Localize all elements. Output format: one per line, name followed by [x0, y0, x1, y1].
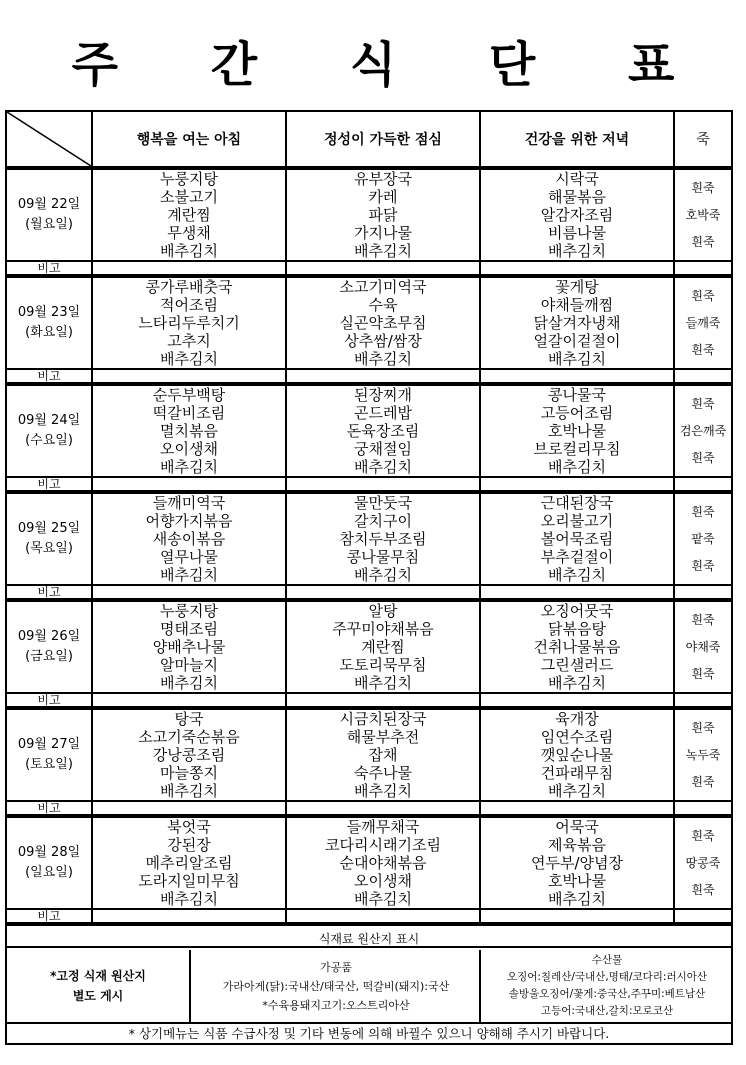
- date-label: 09월 23일: [17, 305, 81, 320]
- menu-item: 연두부/양념장: [531, 854, 623, 872]
- page-title: 주 간 식 단 표: [71, 37, 713, 93]
- juk-item: 흰죽: [691, 828, 715, 843]
- day-row: [7, 710, 731, 802]
- weekday-label: (일요일): [25, 865, 73, 880]
- menu-item: 배추김치: [160, 674, 218, 692]
- menu-item: 배추김치: [354, 782, 412, 800]
- menu-item: 메추리알조림: [145, 854, 233, 872]
- origin-seafood-line: 수산물: [591, 954, 623, 966]
- breakfast-cell: [93, 710, 287, 802]
- menu-item: 배추김치: [548, 890, 606, 908]
- menu-item: 순두부백탕: [152, 386, 226, 404]
- weekday-label: (화요일): [25, 325, 73, 340]
- note-cell: [675, 370, 731, 386]
- note-cell: [287, 802, 481, 818]
- menu-item: 적어조림: [160, 296, 218, 314]
- menu-item: 오징어뭇국: [540, 602, 614, 620]
- juk-item: 흰죽: [691, 666, 715, 681]
- note-cell: [287, 370, 481, 386]
- menu-item: 배추김치: [548, 782, 606, 800]
- menu-item: 계란찜: [167, 206, 211, 224]
- juk-item: 흰죽: [691, 720, 715, 735]
- menu-item: 배추김치: [548, 458, 606, 476]
- menu-item: 돈육장조림: [346, 422, 420, 440]
- menu-item: 누룽지탕: [160, 170, 218, 188]
- juk-item: 흰죽: [691, 450, 715, 465]
- menu-item: 유부장국: [354, 170, 412, 188]
- corner-cell: [7, 112, 93, 170]
- dinner-cell: [481, 278, 675, 370]
- note-cell: [93, 262, 287, 278]
- menu-item: 배추김치: [160, 890, 218, 908]
- dinner-cell: [481, 386, 675, 478]
- menu-item: 카레: [368, 188, 398, 206]
- juk-item: 흰죽: [691, 396, 715, 411]
- juk-item: 흰죽: [691, 504, 715, 519]
- menu-item: 닭살겨자냉채: [533, 314, 621, 332]
- weekly-menu-table: [7, 112, 731, 926]
- origin-processed-line: 가공품: [320, 960, 352, 974]
- menu-item: 육개장: [555, 710, 599, 728]
- menu-item: 콩나물무침: [346, 548, 420, 566]
- day-row: [7, 278, 731, 370]
- day-row: [7, 494, 731, 586]
- lunch-cell: [287, 818, 481, 910]
- menu-item: 양배추나물: [152, 638, 226, 656]
- menu-item: 갈치구이: [354, 512, 412, 530]
- menu-item: 누룽지탕: [160, 602, 218, 620]
- origin-processed-line: *수육용돼지고기:오스트리아산: [262, 998, 410, 1012]
- menu-item: 근대된장국: [540, 494, 614, 512]
- menu-item: 호박나물: [548, 422, 606, 440]
- note-cell: [675, 586, 731, 602]
- menu-item: 얼갈이겉절이: [533, 332, 621, 350]
- menu-item: 가지나물: [354, 224, 412, 242]
- note-label: 비고: [7, 262, 93, 278]
- date-label: 09월 26일: [17, 629, 81, 644]
- juk-cell: [675, 494, 731, 586]
- note-row: [7, 802, 731, 818]
- menu-item: 순대야채볶음: [339, 854, 427, 872]
- menu-item: 꽃게탕: [555, 278, 599, 296]
- note-cell: [93, 478, 287, 494]
- menu-item: 된장찌개: [354, 386, 412, 404]
- date-label: 09월 28일: [17, 845, 81, 860]
- dinner-cell: [481, 818, 675, 910]
- note-cell: [287, 910, 481, 926]
- menu-item: 해물부추전: [346, 728, 420, 746]
- menu-item: 참치두부조림: [339, 530, 427, 548]
- dinner-cell: [481, 494, 675, 586]
- menu-item: 배추김치: [354, 242, 412, 260]
- juk-item: 흰죽: [691, 612, 715, 627]
- lunch-cell: [287, 602, 481, 694]
- menu-item: 브로컬리무침: [533, 440, 621, 458]
- breakfast-cell: [93, 602, 287, 694]
- menu-item: 강낭콩조림: [152, 746, 226, 764]
- note-cell: [481, 910, 675, 926]
- menu-item: 오이생채: [354, 872, 412, 890]
- day-row: [7, 386, 731, 478]
- juk-item: 검은깨죽: [679, 423, 727, 438]
- menu-item: 소고기죽순볶음: [138, 728, 240, 746]
- note-cell: [93, 694, 287, 710]
- menu-item: 고등어조림: [540, 404, 614, 422]
- menu-item: 명태조림: [160, 620, 218, 638]
- juk-cell: [675, 710, 731, 802]
- note-label: 비고: [7, 910, 93, 926]
- menu-item: 들깨무채국: [346, 818, 420, 836]
- date-cell: [7, 818, 93, 910]
- menu-item: 잡채: [368, 746, 398, 764]
- origin-fixed-line: 별도 게시: [72, 989, 124, 1003]
- breakfast-cell: [93, 278, 287, 370]
- menu-item: 배추김치: [548, 350, 606, 368]
- menu-item: 어향가지볶음: [145, 512, 233, 530]
- origin-seafood-line: 고등어:국내산,갈치:모로코산: [540, 1005, 674, 1017]
- menu-item: 부추겉절이: [540, 548, 614, 566]
- juk-item: 들깨죽: [685, 315, 721, 330]
- breakfast-cell: [93, 170, 287, 262]
- origin-processed-line: 가라아게(닭):국내산/태국산, 떡갈비(돼지):국산: [222, 979, 450, 993]
- note-cell: [481, 694, 675, 710]
- note-row: [7, 910, 731, 926]
- note-cell: [287, 694, 481, 710]
- menu-item: 파닭: [368, 206, 398, 224]
- lunch-cell: [287, 494, 481, 586]
- menu-item: 탕국: [174, 710, 204, 728]
- menu-item: 물만둣국: [354, 494, 412, 512]
- header-juk: 죽: [675, 112, 731, 170]
- breakfast-cell: [93, 494, 287, 586]
- menu-item: 수육: [368, 296, 398, 314]
- note-row: [7, 586, 731, 602]
- origin-seafood-line: 오징어:칠레산/국내산,명태/코다리:러시아산: [506, 971, 708, 983]
- menu-item: 새송이볶음: [152, 530, 226, 548]
- juk-item: 흰죽: [691, 342, 715, 357]
- origin-seafood: [483, 950, 731, 1022]
- menu-item: 북엇국: [167, 818, 211, 836]
- note-row: [7, 262, 731, 278]
- note-cell: [675, 802, 731, 818]
- date-label: 09월 25일: [17, 521, 81, 536]
- juk-cell: [675, 278, 731, 370]
- menu-item: 알마늘지: [160, 656, 218, 674]
- menu-item: 알탕: [368, 602, 398, 620]
- menu-item: 배추김치: [354, 458, 412, 476]
- note-cell: [481, 262, 675, 278]
- menu-item: 상추쌈/쌈장: [344, 332, 422, 350]
- menu-item: 건취나물볶음: [533, 638, 621, 656]
- day-row: [7, 818, 731, 910]
- juk-cell: [675, 386, 731, 478]
- dinner-cell: [481, 602, 675, 694]
- juk-cell: [675, 818, 731, 910]
- menu-item: 코다리시래기조림: [325, 836, 441, 854]
- menu-item: 콩가루배춧국: [145, 278, 233, 296]
- juk-item: 흰죽: [691, 558, 715, 573]
- date-cell: [7, 602, 93, 694]
- menu-item: 배추김치: [160, 242, 218, 260]
- menu-sheet: [5, 110, 733, 1045]
- origin-processed: [193, 950, 481, 1022]
- menu-item: 해물볶음: [548, 188, 606, 206]
- date-label: 09월 27일: [17, 737, 81, 752]
- lunch-cell: [287, 386, 481, 478]
- weekday-label: (월요일): [25, 217, 73, 232]
- date-cell: [7, 494, 93, 586]
- juk-item: 흰죽: [691, 288, 715, 303]
- menu-item: 비름나물: [548, 224, 606, 242]
- menu-item: 열무나물: [160, 548, 218, 566]
- day-row: [7, 170, 731, 262]
- juk-item: 땅콩죽: [685, 855, 721, 870]
- juk-item: 호박죽: [685, 207, 721, 222]
- menu-item: 배추김치: [160, 350, 218, 368]
- menu-item: 배추김치: [354, 566, 412, 584]
- menu-item: 콩나물국: [548, 386, 606, 404]
- menu-item: 야채들깨찜: [540, 296, 614, 314]
- date-label: 09월 24일: [17, 413, 81, 428]
- note-row: [7, 478, 731, 494]
- note-cell: [481, 802, 675, 818]
- menu-item: 주꾸미야채볶음: [332, 620, 434, 638]
- menu-item: 호박나물: [548, 872, 606, 890]
- date-label: 09월 22일: [17, 197, 81, 212]
- note-cell: [93, 586, 287, 602]
- breakfast-cell: [93, 386, 287, 478]
- juk-item: 야채죽: [685, 639, 721, 654]
- note-cell: [287, 478, 481, 494]
- juk-cell: [675, 170, 731, 262]
- breakfast-cell: [93, 818, 287, 910]
- origin-seafood-line: 솔방울오징어/꽃게:중국산,주꾸미:베트남산: [508, 988, 706, 1000]
- weekday-label: (금요일): [25, 649, 73, 664]
- note-cell: [93, 802, 287, 818]
- menu-item: 실곤약초무침: [339, 314, 427, 332]
- note-cell: [675, 478, 731, 494]
- menu-item: 고추지: [167, 332, 211, 350]
- lunch-cell: [287, 170, 481, 262]
- juk-item: 흰죽: [691, 234, 715, 249]
- origin-fixed-line: *고정 식재 원산지: [50, 969, 146, 983]
- note-cell: [93, 370, 287, 386]
- note-label: 비고: [7, 478, 93, 494]
- menu-item: 배추김치: [354, 350, 412, 368]
- note-cell: [675, 910, 731, 926]
- juk-item: 흰죽: [691, 774, 715, 789]
- note-cell: [675, 262, 731, 278]
- header-row: [7, 112, 731, 170]
- menu-item: 배추김치: [548, 242, 606, 260]
- note-row: [7, 694, 731, 710]
- header-breakfast: 행복을 여는 아침: [93, 112, 287, 170]
- origin-fixed-note: [7, 950, 191, 1022]
- juk-item: 녹두죽: [685, 747, 721, 762]
- date-cell: [7, 710, 93, 802]
- menu-item: 볼어묵조림: [540, 530, 614, 548]
- menu-item: 들깨미역국: [152, 494, 226, 512]
- menu-item: 어묵국: [555, 818, 599, 836]
- weekday-label: (수요일): [25, 433, 73, 448]
- note-cell: [675, 694, 731, 710]
- note-cell: [93, 910, 287, 926]
- footer-notice: * 상기메뉴는 식품 수급사정 및 기타 변동에 의해 바뀔수 있으니 양해해 주시기 바랍니다.: [128, 1026, 610, 1041]
- menu-item: 멸치볶음: [160, 422, 218, 440]
- menu-item: 배추김치: [548, 674, 606, 692]
- date-cell: [7, 386, 93, 478]
- menu-item: 느타리두루치기: [138, 314, 240, 332]
- weekday-label: (목요일): [25, 541, 73, 556]
- header-lunch: 정성이 가득한 점심: [287, 112, 481, 170]
- menu-item: 떡갈비조림: [152, 404, 226, 422]
- dinner-cell: [481, 710, 675, 802]
- menu-item: 마늘쫑지: [160, 764, 218, 782]
- header-dinner: 건강을 위한 저녁: [481, 112, 675, 170]
- note-label: 비고: [7, 694, 93, 710]
- menu-item: 도토리묵무침: [339, 656, 427, 674]
- menu-item: 강된장: [167, 836, 211, 854]
- menu-item: 소불고기: [160, 188, 218, 206]
- juk-item: 팥죽: [691, 531, 715, 546]
- lunch-cell: [287, 710, 481, 802]
- menu-item: 배추김치: [160, 458, 218, 476]
- menu-item: 배추김치: [548, 566, 606, 584]
- menu-item: 배추김치: [354, 674, 412, 692]
- juk-cell: [675, 602, 731, 694]
- menu-item: 시금치된장국: [339, 710, 427, 728]
- note-label: 비고: [7, 802, 93, 818]
- menu-item: 곤드레밥: [354, 404, 412, 422]
- juk-item: 흰죽: [691, 882, 715, 897]
- menu-item: 그린샐러드: [540, 656, 614, 674]
- menu-item: 소고기미역국: [339, 278, 427, 296]
- lunch-cell: [287, 278, 481, 370]
- menu-item: 배추김치: [354, 890, 412, 908]
- menu-item: 계란찜: [361, 638, 405, 656]
- menu-item: 숙주나물: [354, 764, 412, 782]
- juk-item: 흰죽: [691, 180, 715, 195]
- menu-item: 배추김치: [160, 566, 218, 584]
- weekday-label: (토요일): [25, 757, 73, 772]
- menu-item: 궁채절임: [354, 440, 412, 458]
- origin-row: [7, 950, 731, 1024]
- menu-item: 도라지일미무침: [138, 872, 240, 890]
- note-cell: [481, 478, 675, 494]
- note-label: 비고: [7, 586, 93, 602]
- origin-title: 식재료 원산지 표시: [7, 930, 731, 948]
- menu-item: 제육볶음: [548, 836, 606, 854]
- menu-item: 오이생채: [160, 440, 218, 458]
- day-row: [7, 602, 731, 694]
- menu-item: 건파래무침: [540, 764, 614, 782]
- note-row: [7, 370, 731, 386]
- note-cell: [481, 586, 675, 602]
- note-label: 비고: [7, 370, 93, 386]
- menu-item: 무생채: [167, 224, 211, 242]
- menu-item: 시락국: [555, 170, 599, 188]
- menu-item: 닭볶음탕: [548, 620, 606, 638]
- menu-item: 알감자조림: [540, 206, 614, 224]
- note-cell: [287, 262, 481, 278]
- menu-item: 오리불고기: [540, 512, 614, 530]
- menu-item: 깻잎순나물: [540, 746, 614, 764]
- menu-item: 배추김치: [160, 782, 218, 800]
- note-cell: [287, 586, 481, 602]
- note-cell: [481, 370, 675, 386]
- dinner-cell: [481, 170, 675, 262]
- diagonal-line: [7, 112, 91, 166]
- date-cell: [7, 170, 93, 262]
- menu-item: 임연수조림: [540, 728, 614, 746]
- date-cell: [7, 278, 93, 370]
